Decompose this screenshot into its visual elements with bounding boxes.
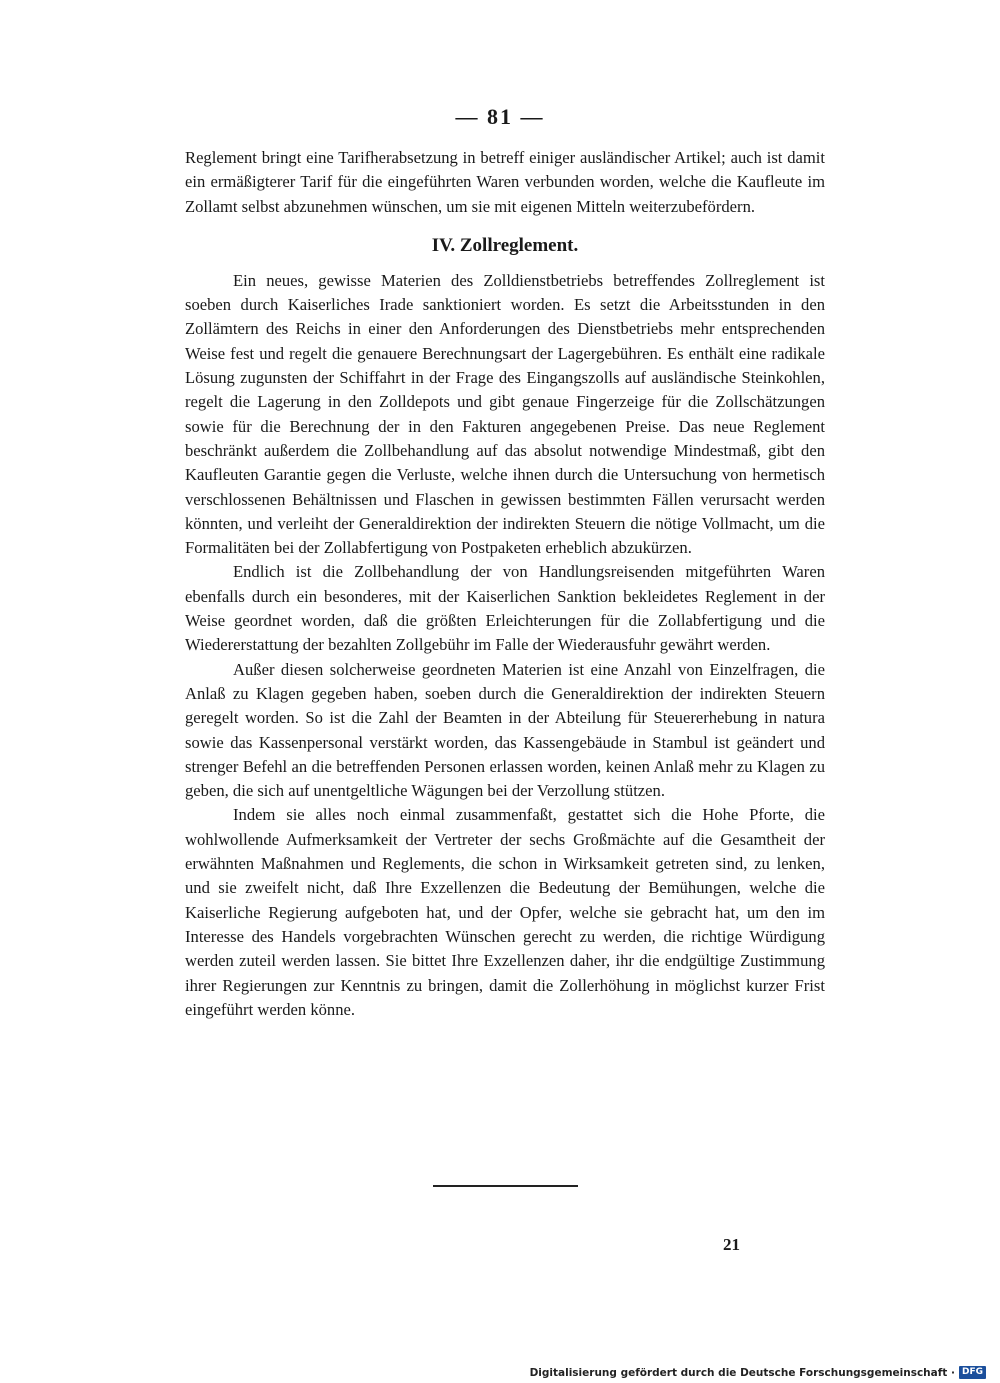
sheet-signature-number: 21 bbox=[723, 1235, 740, 1254]
paragraph: Außer diesen solcherweise geordneten Materien ist eine Anzahl von Einzelfragen, die Anlaß zu Klagen gegeben haben, soeben durch die Generaldirektion der indirekten Steuern geregelt worden. So ist die Zahl der Beamten in der Abteilung für Steuererhebung in natura sowie das Kassenpersonal verstärkt worden, das Kassengebäude in Stambul ist geändert und strenger Befehl an die betreffenden Personen erlassen worden, keinen Anlaß mehr zu Klagen zu geben, die sich auf unentgeltliche Wägungen bei der Verzollung stützen. bbox=[185, 659, 825, 801]
paragraph: Endlich ist die Zollbehandlung der von Handlungsreisenden mitgeführten Waren ebenfalls durch ein besonderes, mit der Kaiserlichen Sanktion bekleidetes Reglement in der Weise geordnet worden, daß die größten Erleichterungen für die Zollabfertigung und die Wiedererstattung der bezahlten Zollgebühr im Falle der Wiederausfuhr gewährt werden. bbox=[185, 562, 825, 655]
page-number-header: — 81 — bbox=[455, 104, 545, 129]
section-title: IV. Zollreglement. bbox=[431, 234, 579, 256]
credit-text: Digitalisierung gefördert durch die Deutsche Forschungsgemeinschaft · bbox=[529, 1366, 955, 1379]
paragraph: Ein neues, gewisse Materien des Zolldienstbetriebs betreffendes Zollreglement ist soeben durch Kaiserliches Irade sanktioniert worden. Es setzt die Arbeitsstunden in den Zollämtern des Reichs in einer den Anforderungen des Dienstbetriebs mehr entsprechenden Weise fest und regelt die genauere Berechnungsart der Lagergebühren. Es enthält eine radikale Lösung zugunsten der Schiffahrt in der Frage des Eingangszolls auf ausländische Steinkohlen, regelt die Lagerung in den Zolldepots und gibt genaue Fingerzeige für die Zollschätzungen sowie für die Berechnung der in den Fakturen angegebenen Preise. Das neue Reglement beschränkt außerdem die Zollbehandlung auf das absolut notwendige Mindestmaß, gibt den Kaufleuten Garantie gegen die Verluste, welche ihnen durch die Untersuchung von hermetisch verschlossenen Behältnissen und Flaschen in gewissen bestimmten Fällen verursacht werden könnten, und verleiht der Generaldirektion der indirekten Steuern die nötige Vollmacht, um die Formalitäten bei der Zollabfertigung von Postpaketen erheblich abzukürzen. bbox=[185, 270, 825, 558]
document-body bbox=[185, 146, 825, 1022]
paragraph: Indem sie alles noch einmal zusammenfaßt, gestattet sich die Hohe Pforte, die wohlwollende Aufmerksamkeit der Vertreter der sechs Großmächte auf die Gesamtheit der erwähnten Maßnahmen und Reglements, die schon in Wirksamkeit getreten sind, zu lenken, und sie zweifelt nicht, daß Ihre Exzellenzen die Bedeutung der Bemühungen, welche die Kaiserliche Regierung aufgeboten hat, und der Opfer, welche sie gebracht hat, um den im Interesse des Handels vorgebrachten Wünschen gerecht zu werden, die richtige Würdigung werden zuteil werden lassen. Sie bittet Ihre Exzellenzen daher, ihr die endgültige Zustimmung ihrer Regierungen zur Kenntnis zu bringen, damit die Zollerhöhung in möglichst kurzer Frist eingeführt werden könne. bbox=[185, 805, 825, 1019]
paragraph-continuation: Reglement bringt eine Tarifherabsetzung in betreff einiger ausländischer Artikel; auch ist damit ein ermäßigterer Tarif für die eingeführten Waren verbunden worden, welche die Kaufleute im Zollamt selbst abzunehmen wünschen, um sie mit eigenen Mitteln weiterzubefördern. bbox=[185, 148, 825, 216]
digitization-credit bbox=[530, 1366, 986, 1379]
dfg-logo-icon: DFG bbox=[959, 1366, 986, 1379]
end-rule-divider bbox=[433, 1185, 578, 1187]
